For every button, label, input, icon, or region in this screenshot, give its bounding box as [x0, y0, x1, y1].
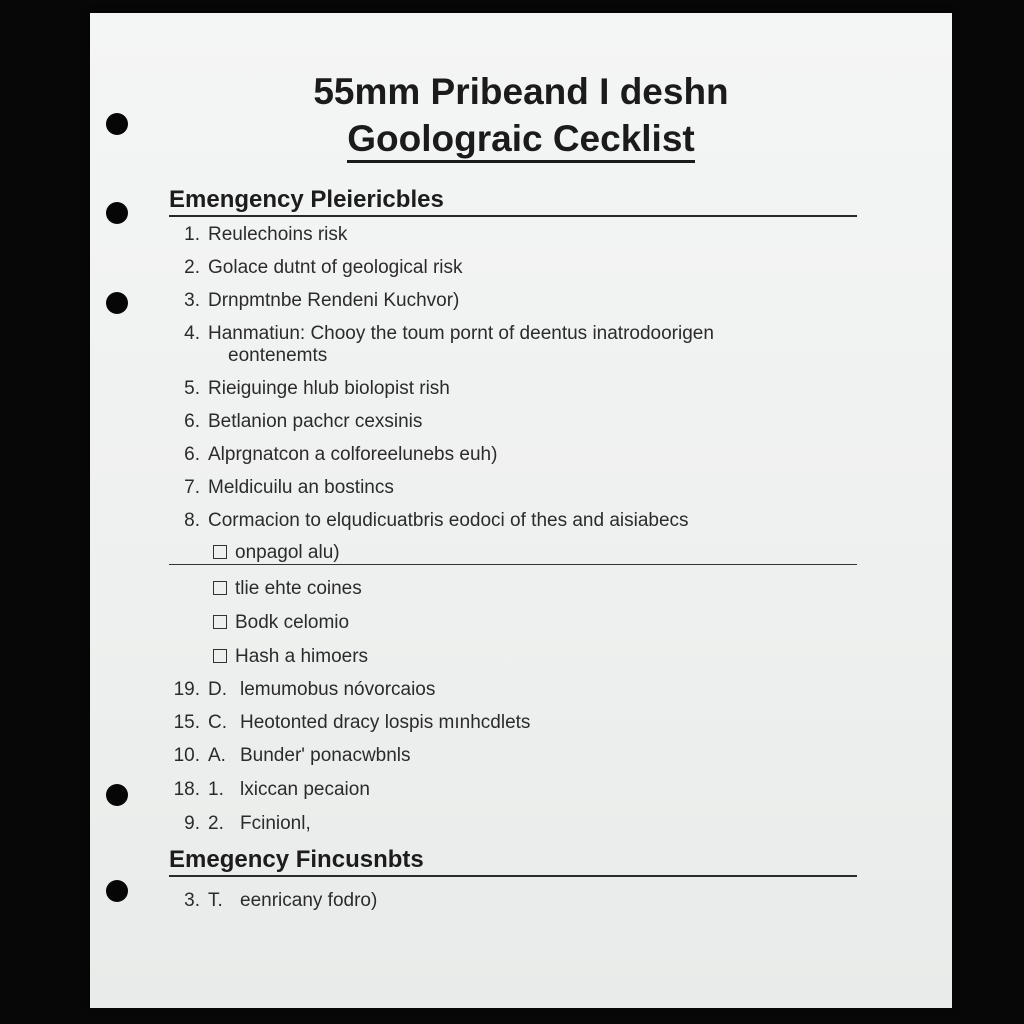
document-title: 55mm Pribeand I deshn: [313, 71, 729, 112]
list-item-continuation: eontenemts: [228, 345, 328, 366]
binder-hole: [106, 880, 128, 902]
checklist-item[interactable]: Hash a himoers: [213, 646, 368, 668]
checklist-item[interactable]: tlie ehte coines: [213, 578, 362, 600]
section-heading: Emegency Fincusnbts: [169, 846, 857, 877]
divider: [169, 564, 857, 565]
binder-hole: [106, 784, 128, 806]
checkbox[interactable]: [213, 581, 227, 595]
checklist-item[interactable]: Bodk celomio: [213, 612, 349, 634]
checklist-item[interactable]: onpagol alu): [213, 542, 340, 564]
document-subtitle: Goolograic Cecklist: [90, 118, 952, 160]
binder-hole: [106, 202, 128, 224]
checkbox[interactable]: [213, 545, 227, 559]
section-heading: Emengency Pleiericbles: [169, 186, 857, 217]
binder-hole: [106, 292, 128, 314]
checkbox[interactable]: [213, 615, 227, 629]
checkbox[interactable]: [213, 649, 227, 663]
checklist-page: 55mm Pribeand I deshn Goolograic Cecklist Emengency Pleiericbles 1. Reulechoins risk 2. Golace dutnt of geological risk 3. Drnpmtnbe Rendeni Kuchvor) 4. Hanmatiun: Chooy the toum pornt of deentus inatrodoorigen eontenemts 5. Rieiguinge hlub biolopist rish 6. Betlanion pachcr cexsinis 6. Alprgnatcon a colforeelunebs euh) 7. Meldicuilu an bostincs 8. Cormacion to elqudicuatbris eodoci of thes and aisiabecs onpagol alu) tlie ehte coines Bodk celomio Hash a himoers 19. D. lemumobus nóvorcaios 15. C. Heotonted dracy lospis mınhcdlets 10. A. Bunder' ponacwbnls 18. 1. lxiccan pecaion 9. 2. Fcinionl, Emegency Fincusnbts 3. T. eenricany fodro): [90, 13, 952, 1008]
